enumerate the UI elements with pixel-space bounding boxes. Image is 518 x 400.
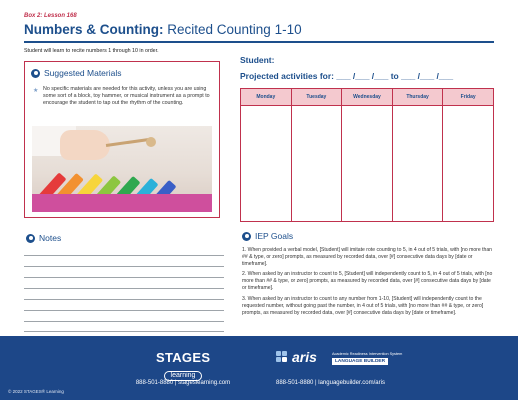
copyright-text: © 2022 STAGES® Learning (8, 389, 64, 394)
language-builder-badge: LANGUAGE BUILDER (332, 358, 388, 365)
day-header-tuesday: Tuesday (291, 89, 342, 106)
weekly-schedule-table (240, 88, 494, 222)
projected-activities-label: Projected activities for: ___ /___ /___ to ___ /___ /___ (240, 71, 454, 81)
day-cell-thursday[interactable] (392, 106, 443, 222)
note-line[interactable] (24, 310, 224, 311)
notes-heading-text: Notes (39, 233, 62, 243)
day-cell-monday[interactable] (241, 106, 292, 222)
day-cell-tuesday[interactable] (291, 106, 342, 222)
day-cell-wednesday[interactable] (342, 106, 393, 222)
materials-heading-text: Suggested Materials (44, 68, 122, 78)
page-title (24, 22, 302, 37)
student-label: Student: (240, 55, 275, 65)
arm-shape (60, 130, 110, 160)
mallet-stick (106, 138, 152, 147)
schedule-body-row (241, 106, 494, 222)
note-line[interactable] (24, 331, 224, 332)
iep-goal-item: 3. When asked by an instructor to count to any number from 1-10, [Student] will independently count to the requested number, without going past the number, in 4 out of 5 trials, with [no more than ## & type, or zero] prompts, as measured by recorded data, over [#] consecutive data days by [date or timeframe]. (242, 295, 484, 316)
stages-wordmark: STAGES (156, 350, 211, 365)
pink-table (32, 194, 212, 212)
day-header-thursday: Thursday (392, 89, 443, 106)
stages-learning-logo (156, 351, 210, 382)
day-header-monday: Monday (241, 89, 292, 106)
day-header-wednesday: Wednesday (342, 89, 393, 106)
xylophone-photo (32, 126, 212, 212)
objective-text: Student will learn to recite numbers 1 through 10 in order. (24, 48, 159, 54)
learning-wordmark: learning (164, 371, 203, 381)
note-line[interactable] (24, 277, 224, 278)
materials-heading (31, 68, 122, 78)
title-divider (24, 41, 494, 43)
schedule-header-row (241, 89, 494, 106)
aris-grid-icon (276, 351, 290, 365)
note-line[interactable] (24, 255, 224, 256)
iep-heading-text: IEP Goals (255, 231, 294, 241)
suggested-materials-box (24, 61, 220, 218)
star-bullet-icon: ★ (33, 88, 39, 94)
note-line[interactable] (24, 266, 224, 267)
day-cell-friday[interactable] (443, 106, 494, 222)
day-header-friday: Friday (443, 89, 494, 106)
title-sub: Recited Counting 1-10 (163, 22, 302, 37)
iep-goal-item: 2. When asked by an instructor to count to 5, [Student] will independently count to 5, in 4 out of 5 trials, with [no more than ## & type, or zero] prompts, as measured by recorded data, over [#] consecutive data days by [date or timeframe]. (242, 271, 493, 292)
iep-goals-list (242, 247, 494, 320)
iep-goal-item: 1. When provided a verbal model, [Student] will imitate rote counting to 5, in 4 out of 5 trials, with [no more than ## & type, or zero] prompts, as measured by recorded data, over [#] consecutive data days by [date or timeframe]. (242, 247, 493, 267)
section-bullet-icon (26, 234, 35, 243)
section-bullet-icon (31, 69, 40, 78)
materials-text: No specific materials are needed for this activity, unless you are using some sort of a block, toy hammer, or musical instrument as a prompt to encourage the student to tap out the rhythm of the counting. (43, 86, 210, 106)
note-line[interactable] (24, 288, 224, 289)
section-bullet-icon (242, 232, 251, 241)
iep-goals-heading (242, 231, 293, 241)
title-main: Numbers & Counting: (24, 22, 164, 37)
aris-wordmark: aris (292, 349, 317, 365)
notes-heading (26, 233, 61, 243)
stages-contact-link[interactable]: 888-501-8880 | stageslearning.com (135, 380, 231, 386)
box-lesson-label: Box 2: Lesson 168 (24, 13, 77, 19)
note-line[interactable] (24, 321, 224, 322)
note-line[interactable] (24, 299, 224, 300)
aris-tagline: Academic Readiness Intervention System (332, 352, 403, 356)
footer-banner (0, 336, 518, 400)
mallet-head (146, 137, 156, 147)
aris-contact-link[interactable]: 888-501-8880 | languagebuilder.com/aris (276, 380, 385, 386)
